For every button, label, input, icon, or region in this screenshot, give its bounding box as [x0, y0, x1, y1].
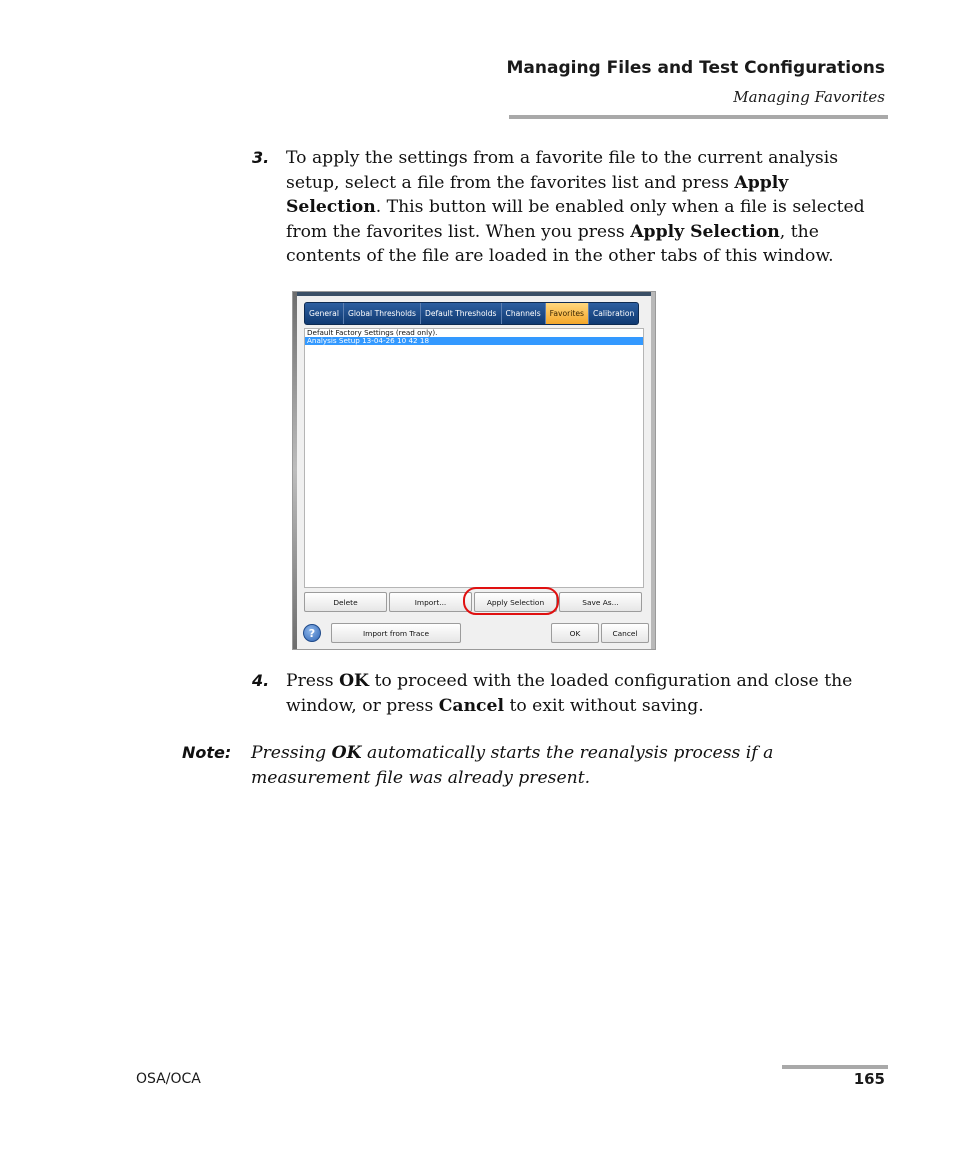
bold-term: OK	[331, 743, 362, 763]
cancel-button[interactable]: Cancel	[601, 623, 649, 643]
ok-button[interactable]: OK	[551, 623, 599, 643]
text-run: Press	[286, 671, 340, 691]
list-item-selected[interactable]: Analysis Setup 13-04-26 10 42 18	[305, 337, 643, 345]
highlight-circle	[463, 587, 559, 615]
text-run: To apply the settings from a favorite file to the current analysis setup, select a file from the favorites list and press	[286, 148, 839, 193]
text-run: , the contents of the file are loaded in the other tabs of this window.	[286, 221, 834, 267]
text-run: . This button will be enabled only when a file is selected from the favorites list. When you press	[286, 197, 865, 242]
delete-button[interactable]: Delete	[304, 592, 387, 612]
text-run: to proceed with the loaded configuration and close the window, or press	[286, 671, 853, 716]
bold-term: Apply Selection	[630, 221, 780, 242]
question-mark-icon[interactable]: ?	[303, 624, 321, 642]
note-label: Note:	[182, 743, 232, 762]
window-right-edge	[651, 292, 655, 649]
list-item[interactable]: Default Factory Settings (read only).	[307, 329, 438, 337]
bold-term: Cancel	[438, 695, 504, 716]
step-3	[252, 146, 877, 269]
footer-rule	[782, 1065, 888, 1069]
import-button[interactable]: Import...	[389, 592, 472, 612]
text-run: automatically starts the reanalysis process if a measurement file was already present.	[251, 743, 774, 788]
step-number: 3.	[252, 148, 270, 167]
window-top-edge	[293, 292, 655, 296]
bold-term: Apply Selection	[286, 172, 789, 218]
window-left-edge	[293, 292, 297, 649]
tab-bar	[304, 302, 639, 325]
tab-channels[interactable]: Channels	[502, 303, 546, 324]
chapter-title: Managing Files and Test Configurations	[506, 58, 885, 78]
favorites-dialog-screenshot	[292, 291, 656, 650]
import-from-trace-button[interactable]: Import from Trace	[331, 623, 461, 643]
apply-selection-button[interactable]: Apply Selection	[474, 592, 557, 612]
bold-term: OK	[339, 671, 369, 691]
tab-favorites[interactable]: Favorites	[546, 303, 589, 324]
step-number: 4.	[252, 671, 270, 690]
tab-global-thresholds[interactable]: Global Thresholds	[344, 303, 421, 324]
page-number: 165	[853, 1070, 885, 1088]
step-4	[252, 669, 877, 718]
save-as-button[interactable]: Save As...	[559, 592, 642, 612]
text-run: to exit without saving.	[504, 695, 704, 716]
product-name: OSA/OCA	[136, 1071, 201, 1087]
step-text	[286, 669, 877, 718]
tab-default-thresholds[interactable]: Default Thresholds	[421, 303, 502, 324]
favorites-list[interactable]	[304, 328, 644, 588]
header-rule	[509, 115, 888, 119]
step-text	[286, 146, 877, 269]
tab-general[interactable]: General	[305, 303, 344, 324]
section-title: Managing Favorites	[733, 88, 885, 106]
tab-calibration[interactable]: Calibration	[589, 303, 638, 324]
text-run: Pressing	[251, 743, 332, 763]
note-text	[251, 741, 882, 790]
note	[182, 741, 882, 790]
